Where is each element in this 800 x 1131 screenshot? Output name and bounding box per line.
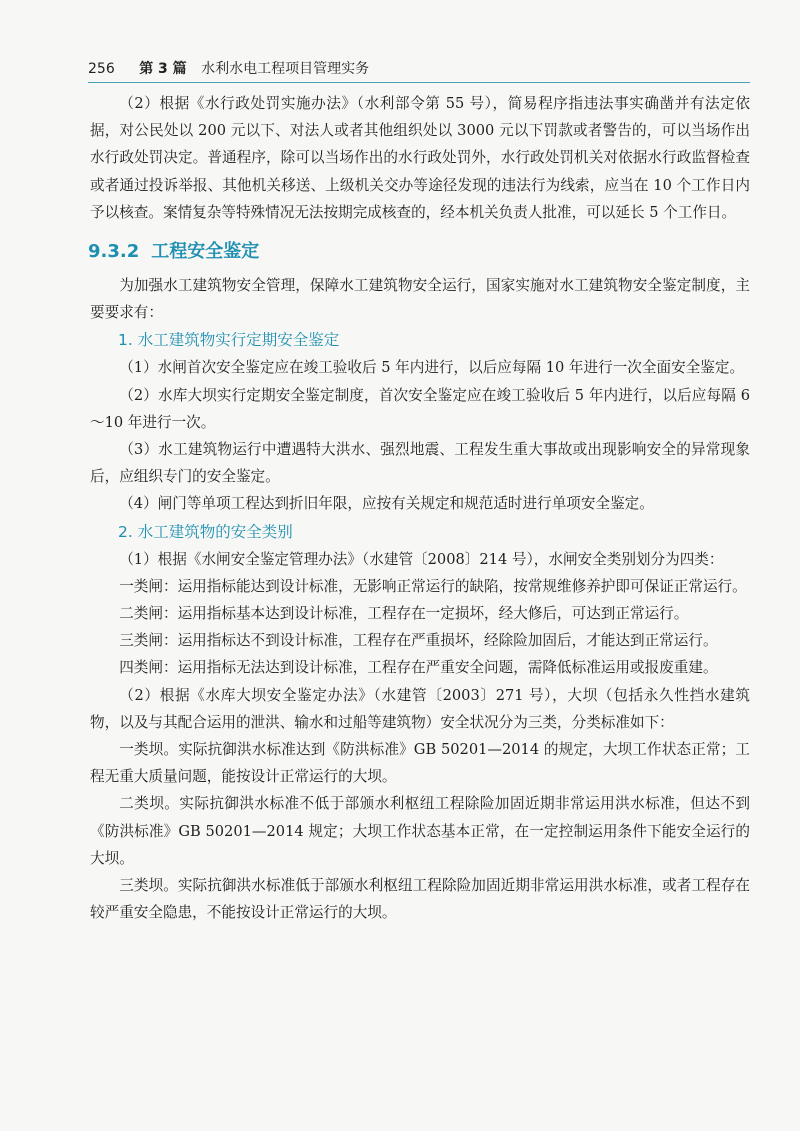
sub1-item: （1）水闸首次安全鉴定应在竣工验收后 5 年内进行，以后应每隔 10 年进行一次全面安全鉴定。: [119, 359, 745, 377]
section-intro: 为加强水工建筑物安全管理，保障水工建筑物安全运行，国家实施对水工建筑物安全鉴定制度，主要要求有：: [90, 277, 750, 322]
sub2-paragraph: （1）根据《水闸安全鉴定管理办法》（水建管〔2008〕214 号），水闸安全类别划分为四类：: [119, 550, 724, 568]
part-label: 第 3 篇: [139, 61, 187, 77]
subsection-heading-1: 1. 水工建筑物实行定期安全鉴定: [118, 331, 340, 350]
sluice-class-3: 三类闸：运用指标达不到设计标准，工程存在严重损坏，经除险加固后，才能达到正常运行。: [119, 632, 718, 650]
sub1-item: （4）闸门等单项工程达到折旧年限，应按有关规定和规范适时进行单项安全鉴定。: [119, 495, 654, 513]
dam-class-2: 二类坝。实际抗御洪水标准不低于部颁水利枢纽工程除险加固近期非常运用洪水标准，但达不到《防洪标准》GB 50201—2014 规定；大坝工作状态基本正常，在一定控制运用条件下能安全运行的大坝。: [90, 795, 750, 867]
sub1-item: （2）水库大坝实行定期安全鉴定制度，首次安全鉴定应在竣工验收后 5 年内进行，以后应每隔 6～10 年进行一次。: [90, 386, 750, 431]
dam-class-3: 三类坝。实际抗御洪水标准低于部颁水利枢纽工程除险加固近期非常运用洪水标准，或者工程存在较严重安全隐患，不能按设计正常运行的大坝。: [90, 877, 750, 922]
section-title: 工程安全鉴定: [151, 241, 260, 263]
book-title: 水利水电工程项目管理实务: [201, 61, 370, 77]
sub1-item: （3）水工建筑物运行中遭遇特大洪水、强烈地震、工程发生重大事故或出现影响安全的异常现象后，应组织专门的安全鉴定。: [90, 441, 750, 486]
section-heading: [88, 236, 750, 268]
dam-class-1: 一类坝。实际抗御洪水标准达到《防洪标准》GB 50201—2014 的规定，大坝工作状态正常；工程无重大质量问题，能按设计正常运行的大坝。: [90, 741, 750, 786]
page-number: 256: [88, 61, 115, 77]
subsection-heading-2: 2. 水工建筑物的安全类别: [118, 522, 293, 541]
section-number: 9.3.2: [88, 241, 140, 263]
sluice-class-4: 四类闸：运用指标无法达到设计标准，工程存在严重安全问题，需降低标准运用或报废重建。: [119, 659, 718, 677]
intro-paragraph: （2）根据《水行政处罚实施办法》（水利部令第 55 号），简易程序指违法事实确凿并有法定依据，对公民处以 200 元以下、对法人或者其他组织处以 3000 元以下罚款或者警告的，可以当场作出水行政处罚决定。普通程序，除可以当场作出的水行政处罚外，水行政处罚机关对依据水行政监督检查或者通过投诉举报、其他机关移送、上级机关交办等途径发现的违法行为线索，应当在 10 个工作日内予以核查。案情复杂等特殊情况无法按期完成核查的，经本机关负责人批准，可以延长 5 个工作日。: [90, 95, 750, 221]
page-header: [88, 58, 748, 78]
header-divider: [88, 82, 750, 83]
page-body: [90, 90, 750, 926]
sub2-paragraph: （2）根据《水库大坝安全鉴定办法》（水建管〔2003〕271 号），大坝（包括永久性挡水建筑物，以及与其配合运用的泄洪、输水和过船等建筑物）安全状况分为三类，分类标准如下：: [90, 686, 750, 731]
sluice-class-1: 一类闸：运用指标能达到设计标准，无影响正常运行的缺陷，按常规维修养护即可保证正常运行。: [119, 577, 747, 595]
sluice-class-2: 二类闸：运用指标基本达到设计标准，工程存在一定损坏，经大修后，可达到正常运行。: [119, 605, 689, 623]
